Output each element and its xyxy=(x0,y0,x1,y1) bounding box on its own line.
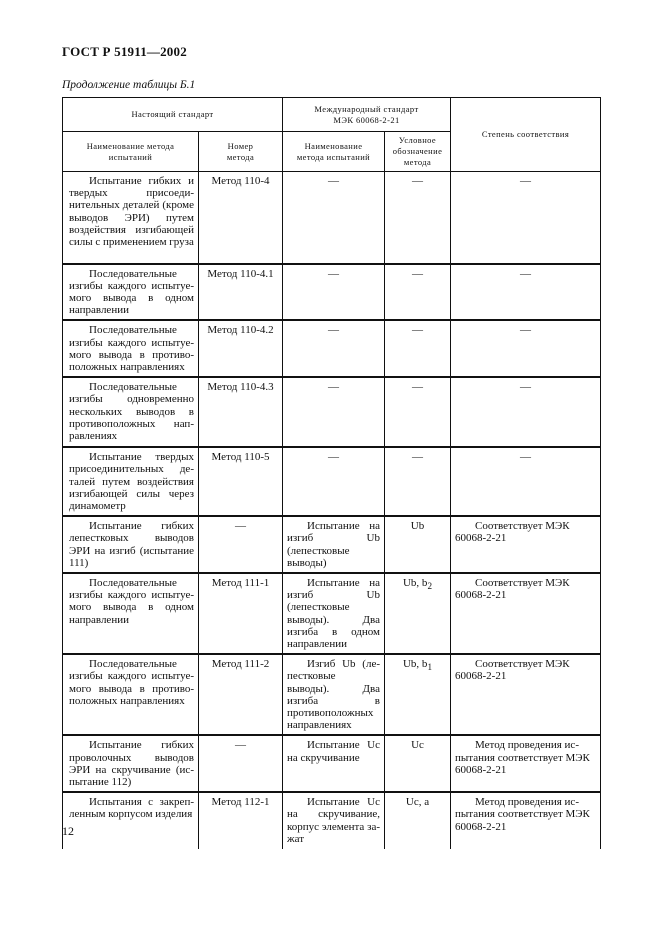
method-name: Последовательные изгибы каждого испытуемого вывода в противоположных направлениях xyxy=(69,658,194,707)
degree-of-conformity: — xyxy=(451,447,601,516)
method-name-cell xyxy=(63,320,199,377)
method-name-cell xyxy=(63,792,199,849)
method-name: Последовательные изгибы каждого испытуемого вывода в одном направлении xyxy=(69,576,194,626)
method-number: Метод 110-4.2 xyxy=(199,320,283,377)
header-method-name: Наименование метода испытаний xyxy=(63,132,199,172)
table-row xyxy=(63,516,601,573)
method-name: Последовательные изгибы каждого испытуемого вывода в одном направлении xyxy=(69,267,194,317)
int-method-name: Испытание на изгиб Ub (лепестковые выводы) xyxy=(287,520,380,569)
method-code: — xyxy=(385,264,451,321)
method-number: Метод 110-4.1 xyxy=(199,264,283,321)
table-row xyxy=(63,792,601,849)
header-int-method-name-line1: Наименование xyxy=(304,140,363,151)
table-row xyxy=(63,447,601,516)
degree-of-conformity-cell xyxy=(451,516,601,573)
int-method-name-cell xyxy=(283,516,385,573)
method-number: Метод 112-1 xyxy=(199,792,283,849)
method-name: Испытания с закрепленным корпусом изделия xyxy=(69,796,194,821)
method-code: Ub, $b_2$ xyxy=(385,573,451,654)
method-name: Испытание гибких лепестковых выводов ЭРИ на изгиб (испытание 111) xyxy=(69,520,194,569)
method-name-cell xyxy=(63,264,199,321)
table-row xyxy=(63,264,601,321)
header-conditional-line3: метода xyxy=(403,157,432,167)
header-international-standard xyxy=(283,98,451,132)
method-code: — xyxy=(385,320,451,377)
int-method-name-cell xyxy=(283,792,385,849)
int-method-name: Изгиб Ub (лепестковые выводы). Два изгиба в противоположных направлениях xyxy=(287,658,380,732)
method-name: Испытание гибких проволочных выводов ЭРИ на скручивание (испытание 112) xyxy=(69,739,194,788)
method-number: — xyxy=(199,735,283,792)
method-name-cell xyxy=(63,735,199,792)
method-name: Испытание твердых присоединительных деталей путем воздействия изгибающей силы через динамометр xyxy=(69,451,194,512)
method-number: Метод 110-5 xyxy=(199,447,283,516)
int-method-name: Испытание на изгиб Ub (лепестковые выводы). Два изгиба в одном направлении xyxy=(287,576,380,650)
degree-of-conformity-cell xyxy=(451,735,601,792)
page-number: 12 xyxy=(62,824,74,838)
comparison-table xyxy=(62,97,601,849)
header-degree-of-conformity: Степень соответствия xyxy=(451,98,601,172)
table-row xyxy=(63,320,601,377)
header-national-standard: Настоящий стандарт xyxy=(63,98,283,132)
int-method-name: — xyxy=(283,264,385,321)
method-name-cell xyxy=(63,516,199,573)
code-subscript: 1 xyxy=(427,662,433,673)
degree-of-conformity-cell xyxy=(451,792,601,849)
int-method-name-cell xyxy=(283,735,385,792)
method-number: Метод 110-4 xyxy=(199,172,283,264)
table-row xyxy=(63,654,601,735)
method-number: Метод 111-2 xyxy=(199,654,283,735)
method-number: Метод 110-4.3 xyxy=(199,377,283,447)
degree-of-conformity: Метод проведения испытания соответствует МЭК 60068-2-21 xyxy=(455,796,590,833)
method-number: — xyxy=(199,516,283,573)
method-name-cell xyxy=(63,447,199,516)
degree-of-conformity: — xyxy=(451,172,601,264)
code-subscript: 2 xyxy=(427,581,433,592)
int-method-name-cell xyxy=(283,573,385,654)
degree-of-conformity: — xyxy=(451,320,601,377)
method-code: Uc xyxy=(385,735,451,792)
method-name-cell xyxy=(63,172,199,264)
degree-of-conformity: — xyxy=(451,377,601,447)
header-conditional-designation xyxy=(385,132,451,172)
method-name-cell xyxy=(63,573,199,654)
method-code: Ub xyxy=(385,516,451,573)
header-int-method-name-line2: метода испытаний xyxy=(296,151,371,162)
degree-of-conformity: Соответствует МЭК 60068-2-21 xyxy=(455,520,570,545)
method-name-cell xyxy=(63,377,199,447)
method-number: Метод 111-1 xyxy=(199,573,283,654)
table-row xyxy=(63,172,601,264)
method-name-cell xyxy=(63,654,199,735)
method-code: Ub, $b_1$ xyxy=(385,654,451,735)
int-method-name: — xyxy=(283,172,385,264)
header-international-line2: МЭК 60068-2-21 xyxy=(333,114,400,125)
method-code: — xyxy=(385,172,451,264)
method-name: Последовательные изгибы каждого испытуемого вывода в противоположных направлениях xyxy=(69,324,194,373)
method-code: — xyxy=(385,377,451,447)
int-method-name: Испытание Uc на скручивание xyxy=(287,739,380,764)
int-method-name: — xyxy=(283,320,385,377)
table-row xyxy=(63,573,601,654)
degree-of-conformity: Соответствует МЭК 60068-2-21 xyxy=(455,576,570,602)
method-name: Последовательные изгибы одновременно нескольких выводов в противоположных направлениях xyxy=(69,381,194,442)
method-code: Uc, a xyxy=(385,792,451,849)
degree-of-conformity: — xyxy=(451,264,601,321)
degree-of-conformity-cell xyxy=(451,573,601,654)
header-international-line1: Международный стандарт xyxy=(314,103,419,114)
int-method-name-cell xyxy=(283,654,385,735)
method-name: Испытание гибких и твердых присоединительных деталей (кроме выводов ЭРИ) путем воздействия изгибающей силы с применением груза xyxy=(69,175,194,249)
document-title: ГОСТ Р 51911—2002 xyxy=(62,44,187,59)
int-method-name: — xyxy=(283,377,385,447)
table-row xyxy=(63,377,601,447)
degree-of-conformity: Метод проведения испытания соответствует МЭК 60068-2-21 xyxy=(455,739,590,776)
method-code: — xyxy=(385,447,451,516)
table-caption: Продолжение таблицы Б.1 xyxy=(62,79,196,91)
header-method-number xyxy=(199,132,283,172)
int-method-name: — xyxy=(283,447,385,516)
header-conditional-line1: Условное xyxy=(398,135,437,145)
header-method-number-line1: Номер xyxy=(227,140,254,151)
table-row xyxy=(63,735,601,792)
int-method-name: Испытание Uc на скручивание, корпус элемента зажат xyxy=(287,796,380,845)
degree-of-conformity-cell xyxy=(451,654,601,735)
header-method-number-line2: метода xyxy=(226,151,255,162)
degree-of-conformity: Соответствует МЭК 60068-2-21 xyxy=(455,658,570,683)
header-conditional-line2: обозначение xyxy=(392,146,443,156)
header-int-method-name xyxy=(283,132,385,172)
